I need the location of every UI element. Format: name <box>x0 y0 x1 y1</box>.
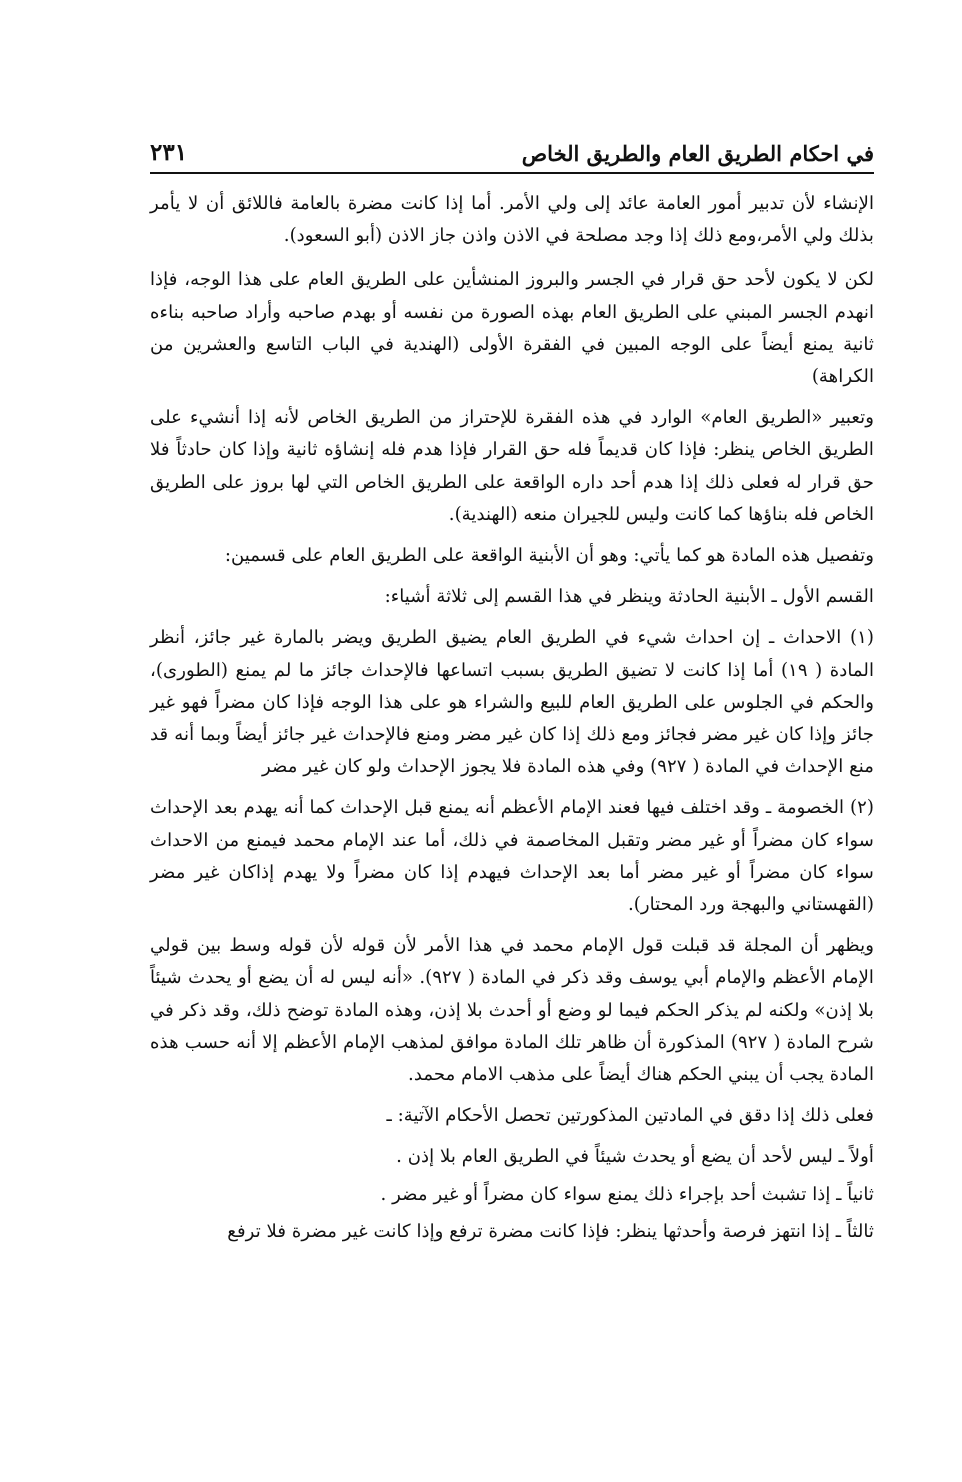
paragraph: الإنشاء لأن تدبير أمور العامة عائد إلى ولي الأمر. أما إذا كانت مضرة بالعامة فاللائق أن لا يأمر بذلك ولي الأمر،ومع ذلك إذا وجد مصلحة في الاذن واذن جاز الاذن (أبو السعود). <box>150 193 874 247</box>
paragraph: وتفصيل هذه المادة هو كما يأتي: وهو أن الأبنية الواقعة على الطريق العام على قسمين: <box>224 545 874 567</box>
book-page <box>150 120 874 1370</box>
paragraph: القسم الأول ـ الأبنية الحادثة وينظر في هذا القسم إلى ثلاثة أشياء: <box>384 586 874 608</box>
page-body <box>150 188 874 1248</box>
list-item: ثالثاً ـ إذا انتهز فرصة وأحدثها ينظر: فإذا كانت مضرة ترفع وإذا كانت غير مضرة فلا ترفع <box>227 1220 874 1242</box>
paragraph: (١) الاحداث ـ إن احداث شيء في الطريق العام يضيق الطريق ويضر بالمارة غير جائز، أنظر المادة ( ١٩) أما إذا كانت لا تضيق الطريق بسبب اتساعها فالإحداث جائز ما لم يمنع (الطورى)، والحكم في الجلوس على الطريق العام للبيع والشراء هو على هذا الوجه فإذا كان مضراً فهو غير جائز وإذا كان غير مضر فجائز ومع ذلك إذا كان غير مضر ومنع فالإحداث غير جائز أيضاً وبما أنه قد منع الإحداث في المادة ( ٩٢٧) وفي هذه المادة فلا يجوز الإحداث ولو كان غير مضر <box>150 627 875 778</box>
paragraph: ويظهر أن المجلة قد قبلت قول الإمام محمد في هذا الأمر لأن قوله لأن قوله وسط بين قولي الإمام الأعظم والإمام أبي يوسف وقد ذكر في المادة ( ٩٢٧). «أنه ليس له أن يضع أو يحدث شيئاً بلا إذن» ولكنه لم يذكر الحكم فيما لو وضع أو أحدث بلا إذن، وهذه المادة توضح ذلك، وقد ذكر في شرح المادة ( ٩٢٧) المذكورة أن ظاهر تلك المادة موافق لمذهب الإمام الأعظم إلا أنه حسب هذه المادة يجب أن يبني الحكم هناك أيضاً على مذهب الامام محمد. <box>150 935 875 1086</box>
header-title: في احكام الطريق العام والطريق الخاص <box>521 141 874 166</box>
page-number: ٢٣١ <box>150 139 188 166</box>
paragraph: لكن لا يكون لأحد حق قرار في الجسر والبروز المنشأين على الطريق العام على هذا الوجه، فإذا انهدم الجسر المبني على الطريق العام بهذه الصورة من نفسه أو بهدم صاحبه وأراد صاحبه بناءه ثانية يمنع أيضاً على الوجه المبين في الفقرة الأولى (الهندية في الباب التاسع والعشرين من الكراهة) <box>150 269 874 388</box>
running-header <box>150 120 874 174</box>
paragraph: (٢) الخصومة ـ وقد اختلف فيها فعند الإمام الأعظم أنه يمنع قبل الإحداث كما أنه يهدم بعد الإحداث سواء كان مضراً أو غير مضر وتقبل المخاصمة في ذلك، أما عند الإمام محمد فيمنع من الاحداث سواء كان مضراً أو غير مضر أما بعد الإحداث فيهدم إذا كان مضراً ولا يهدم إذاكان غير مضر (القهستاني والبهجة ورد المحتار). <box>150 797 874 916</box>
list-item: أولاً ـ ليس لأحد أن يضع أو يحدث شيئاً في الطريق العام بلا إذن . <box>396 1146 874 1168</box>
list-item: ثانياً ـ إذا تشبث أحد بإجراء ذلك يمنع سواء كان مضراً أو غير مضر . <box>380 1183 874 1205</box>
paragraph: فعلى ذلك إذا دقق في المادتين المذكورتين تحصل الأحكام الآتية: ـ <box>386 1105 874 1127</box>
paragraph: وتعبير «الطريق العام» الوارد في هذه الفقرة للإحتراز من الطريق الخاص لأنه إذا أنشيء على الطريق الخاص ينظر: فإذا كان قديماً فله حق القرار فإذا هدم فله إنشاؤه ثانية وإذا كان حادثاً فلا حق قرار له فعلى ذلك إذا هدم أحد داره الواقعة على الطريق الخاص التي لها بروز على الطريق الخاص فله بناؤها كما كانت وليس للجيران منعه (الهندية). <box>150 407 874 525</box>
